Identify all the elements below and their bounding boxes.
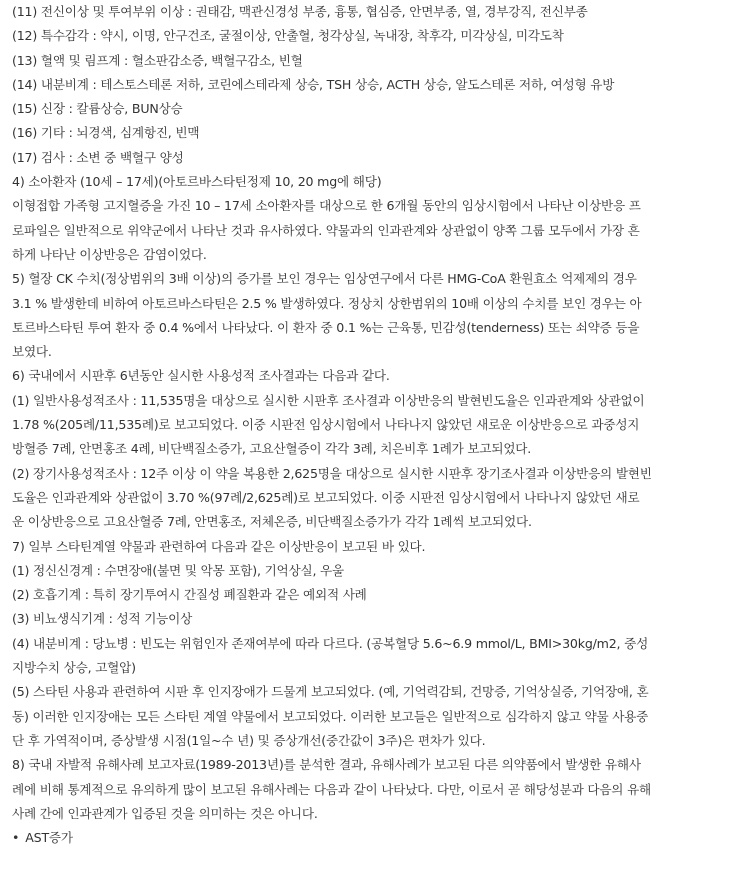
text-line: 방혈증 7례, 안면홍조 4례, 비단백질소증가, 고요산혈증이 각각 3례, 치은비후 1례가 보고되었다.: [12, 441, 532, 457]
text-line: 운 이상반응으로 고요산혈증 7례, 안면홍조, 저체온증, 비단백질소증가가 각각 1례씩 보고되었다.: [12, 514, 532, 530]
text-line: (14) 내분비계 : 테스토스테론 저하, 코린에스테라제 상승, TSH 상승, ACTH 상승, 알도스테론 저하, 여성형 유방: [12, 76, 615, 92]
text-line: (13) 혈액 및 림프계 : 혈소판감소증, 백혈구감소, 빈혈: [12, 52, 303, 68]
text-line: (11) 전신이상 및 투여부위 이상 : 권태감, 맥관신경성 부종, 흉통, 협심증, 안면부종, 열, 경부강직, 전신부종: [12, 4, 588, 19]
bullet-icon: •: [12, 830, 20, 846]
text-line: 도율은 인과관계와 상관없이 3.70 %(97례/2,625례)로 보고되었다. 이중 시판전 임상시험에서 나타나지 않았던 새로: [12, 489, 640, 505]
text-line: 지방수치 상승, 고혈압): [12, 660, 136, 676]
text-line: (5) 스타틴 사용과 관련하여 시판 후 인지장애가 드물게 보고되었다. (예, 기억력감퇴, 건망증, 기억상실증, 기억장애, 혼: [12, 684, 649, 700]
text-line: (16) 기타 : 뇌경색, 심계항진, 빈맥: [12, 125, 200, 141]
text-line: (3) 비뇨생식기계 : 성적 기능이상: [12, 611, 193, 627]
text-line: (12) 특수감각 : 약시, 이명, 안구건조, 굴절이상, 안출혈, 청각상실, 녹내장, 착후각, 미각상실, 미각도착: [12, 28, 564, 44]
text-line: 례에 비해 통계적으로 유의하게 많이 보고된 유해사례는 다음과 같이 나타났다. 다만, 이로서 곧 해당성분과 다음의 유해: [12, 781, 652, 797]
text-line: 사례 간에 인과관계가 입증된 것을 의미하는 것은 아니다.: [12, 805, 318, 821]
text-line: 토르바스타틴 투여 환자 중 0.4 %에서 나타났다. 이 환자 중 0.1 %는 근육통, 민감성(tenderness) 또는 쇠약증 등을: [12, 319, 640, 335]
text-line: (1) 정신신경계 : 수면장애(불면 및 악몽 포함), 기억상실, 우울: [12, 562, 344, 578]
section-heading: 4) 소아환자 (10세 – 17세)(아토르바스타틴정제 10, 20 mg에 해당): [12, 174, 382, 190]
section-heading: 6) 국내에서 시판후 6년동안 실시한 사용성적 조사결과는 다음과 같다.: [12, 368, 390, 384]
text-line: 단 후 가역적이며, 증상발생 시점(1일~수 년) 및 증상개선(중간값이 3주)은 편차가 있다.: [12, 732, 486, 748]
text-line: 동) 이러한 인지장애는 모든 스타틴 계열 약물에서 보고되었다. 이러한 보고들은 일반적으로 심각하지 않고 약물 사용중: [12, 708, 649, 724]
text-line: (17) 검사 : 소변 중 백혈구 양성: [12, 149, 184, 165]
section-heading: 5) 혈장 CK 수치(정상범위의 3배 이상)의 증가를 보인 경우는 임상연구에서 다른 HMG-CoA 환원효소 억제제의 경우: [12, 271, 637, 287]
text-line: (2) 호흡기계 : 특히 장기투여시 간질성 폐질환과 같은 예외적 사례: [12, 587, 367, 603]
text-line: (1) 일반사용성적조사 : 11,535명을 대상으로 실시한 시판후 조사결과 이상반응의 발현빈도율은 인과관계와 상관없이: [12, 392, 645, 408]
text-line: 3.1 % 발생한데 비하여 아토르바스타틴은 2.5 % 발생하였다. 정상치 상한범위의 10배 이상의 수치를 보인 경우는 아: [12, 295, 642, 311]
text-line: (4) 내분비계 : 당뇨병 : 빈도는 위험인자 존재여부에 따라 다르다. (공복혈당 5.6~6.9 mmol/L, BMI>30kg/m2, 중성: [12, 635, 649, 651]
text-line: 1.78 %(205례/11,535례)로 보고되었다. 이중 시판전 임상시험에서 나타나지 않았던 새로운 이상반응으로 과중성지: [12, 417, 640, 433]
bullet-item-label: AST증가: [25, 830, 73, 846]
text-line: (15) 신장 : 칼륨상승, BUN상승: [12, 101, 183, 117]
text-line: 로파일은 일반적으로 위약군에서 나타난 것과 유사하였다. 약물과의 인과관계와 상관없이 양쪽 그룹 모두에서 가장 흔: [12, 222, 640, 238]
text-line: 이형접합 가족형 고지혈증을 가진 10 – 17세 소아환자를 대상으로 한 6개월 동안의 임상시험에서 나타난 이상반응 프: [12, 198, 641, 214]
section-heading: 8) 국내 자발적 유해사례 보고자료(1989-2013년)를 분석한 결과, 유해사례가 보고된 다른 의약품에서 발생한 유해사: [12, 757, 641, 773]
section-heading: 7) 일부 스타틴계열 약물과 관련하여 다음과 같은 이상반응이 보고된 바 있다.: [12, 538, 426, 554]
text-line: (2) 장기사용성적조사 : 12주 이상 이 약을 복용한 2,625명을 대상으로 실시한 시판후 장기조사결과 이상반응의 발현빈: [12, 465, 652, 481]
text-line: 하게 나타난 이상반응은 감염이었다.: [12, 246, 207, 262]
text-line: 보였다.: [12, 344, 52, 360]
bullet-item: [12, 826, 727, 850]
